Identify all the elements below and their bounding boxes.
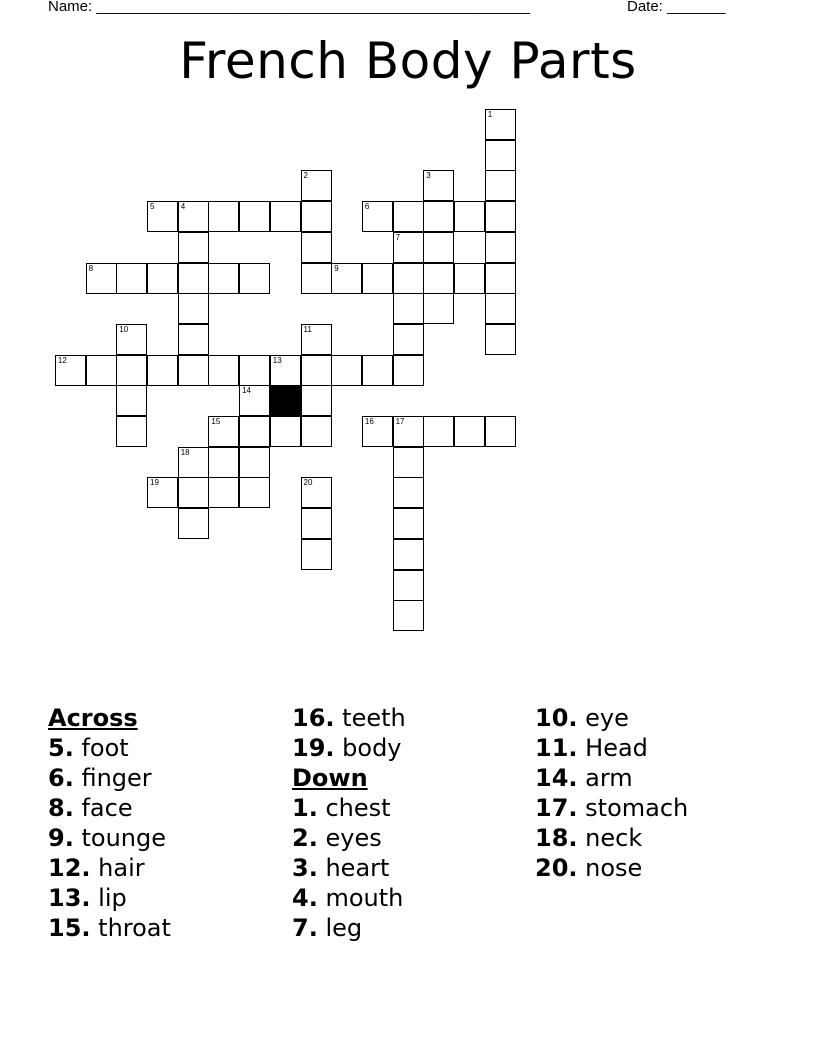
clue-item-number: 1. xyxy=(292,794,318,822)
grid-cell[interactable] xyxy=(147,477,178,508)
clue-number: 16 xyxy=(364,417,374,426)
clue-item-number: 16. xyxy=(292,704,335,732)
clue-item-number: 7. xyxy=(292,914,318,942)
clue-item xyxy=(48,913,171,943)
clue-item-text: nose xyxy=(585,854,643,882)
grid-cell[interactable] xyxy=(270,355,301,386)
clue-number: 17 xyxy=(395,417,405,426)
grid-cell[interactable] xyxy=(147,263,178,294)
grid-cell[interactable] xyxy=(393,324,424,355)
grid-cell[interactable] xyxy=(178,355,209,386)
clue-item-number: 18. xyxy=(535,824,578,852)
grid-cell[interactable] xyxy=(301,263,332,294)
grid-cell[interactable] xyxy=(423,170,454,201)
clue-item-number: 19. xyxy=(292,734,335,762)
clue-number: 13 xyxy=(272,355,282,365)
clues-column-3 xyxy=(535,703,688,883)
grid-cell[interactable] xyxy=(116,385,147,416)
grid-cell[interactable] xyxy=(178,232,209,263)
clues-column-1 xyxy=(48,703,171,943)
clue-number: 10 xyxy=(119,324,129,334)
grid-cell[interactable] xyxy=(301,385,332,416)
clue-item-text: chest xyxy=(325,794,391,822)
clue-number: 20 xyxy=(303,478,313,488)
grid-cell[interactable] xyxy=(301,539,332,570)
clue-item-number: 10. xyxy=(535,704,578,732)
clue-item-number: 5. xyxy=(48,734,74,762)
clue-item-number: 8. xyxy=(48,794,74,822)
grid-cell[interactable] xyxy=(208,416,239,447)
clue-item-text: Head xyxy=(585,734,648,762)
grid-cell[interactable] xyxy=(239,355,270,386)
clue-item xyxy=(535,823,688,853)
clue-number: 2 xyxy=(303,171,308,181)
clue-item xyxy=(292,883,406,913)
grid-cell[interactable] xyxy=(393,293,424,324)
grid-cell[interactable] xyxy=(485,201,516,232)
grid-cell[interactable] xyxy=(393,355,424,386)
grid-cell[interactable] xyxy=(485,324,516,355)
clue-number: 7 xyxy=(395,232,401,242)
grid-cell[interactable] xyxy=(423,416,454,447)
grid-cell[interactable] xyxy=(485,170,516,201)
grid-cell[interactable] xyxy=(393,447,424,478)
grid-cell[interactable] xyxy=(485,140,516,171)
clue-item-text: foot xyxy=(81,734,129,762)
clue-number: 11 xyxy=(303,324,312,334)
down-heading: Down xyxy=(292,764,368,792)
grid-cell[interactable] xyxy=(208,477,239,508)
clue-item-text: leg xyxy=(325,914,363,942)
grid-cell[interactable] xyxy=(393,570,424,601)
grid-cell[interactable] xyxy=(301,477,332,508)
clue-item xyxy=(535,793,688,823)
grid-cell[interactable] xyxy=(301,232,332,263)
clue-item-text: finger xyxy=(81,764,152,792)
grid-cell[interactable] xyxy=(147,201,178,232)
grid-cell[interactable] xyxy=(454,263,485,294)
grid-cell[interactable] xyxy=(208,201,239,232)
grid-cell[interactable] xyxy=(239,477,270,508)
grid-cell[interactable] xyxy=(239,416,270,447)
across-heading: Across xyxy=(48,704,138,732)
clue-item xyxy=(48,733,171,763)
clue-item-text: eye xyxy=(585,704,629,732)
name-field-label: Name: ____________________________________________________ xyxy=(48,0,531,15)
clue-item-text: face xyxy=(81,794,133,822)
grid-cell[interactable] xyxy=(178,508,209,539)
grid-cell[interactable] xyxy=(270,416,301,447)
grid-cell[interactable] xyxy=(239,385,270,416)
clues-column-2 xyxy=(292,703,406,943)
blocked-cell xyxy=(270,385,301,416)
clue-item-number: 20. xyxy=(535,854,578,882)
grid-cell[interactable] xyxy=(301,170,332,201)
clue-item xyxy=(292,733,406,763)
grid-cell[interactable] xyxy=(178,324,209,355)
grid-cell[interactable] xyxy=(331,355,362,386)
grid-cell[interactable] xyxy=(362,355,393,386)
grid-cell[interactable] xyxy=(454,416,485,447)
clue-item xyxy=(535,733,688,763)
grid-cell[interactable] xyxy=(393,263,424,294)
clue-number: 8 xyxy=(88,263,94,273)
grid-cell[interactable] xyxy=(239,263,270,294)
grid-cell[interactable] xyxy=(116,416,147,447)
clue-item xyxy=(535,763,688,793)
clue-item xyxy=(48,763,171,793)
clue-item xyxy=(48,853,171,883)
clue-item xyxy=(48,883,171,913)
clue-item-text: neck xyxy=(585,824,643,852)
clue-item-text: heart xyxy=(325,854,390,882)
grid-cell[interactable] xyxy=(301,324,332,355)
clue-item xyxy=(535,853,688,883)
grid-cell[interactable] xyxy=(362,201,393,232)
clue-number: 3 xyxy=(426,171,431,181)
grid-cell[interactable] xyxy=(239,201,270,232)
clue-item-number: 17. xyxy=(535,794,578,822)
grid-cell[interactable] xyxy=(239,447,270,478)
grid-cell[interactable] xyxy=(208,263,239,294)
clue-number: 4 xyxy=(180,202,186,212)
clue-number: 15 xyxy=(211,417,221,426)
date-field-label: Date: _______ xyxy=(627,0,726,15)
grid-cell[interactable] xyxy=(116,355,147,386)
grid-cell[interactable] xyxy=(178,263,209,294)
clue-item-text: hair xyxy=(98,854,145,882)
clue-item-text: throat xyxy=(98,914,171,942)
clue-item xyxy=(292,853,406,883)
clue-item-number: 4. xyxy=(292,884,318,912)
clue-item-text: body xyxy=(342,734,402,762)
grid-cell[interactable] xyxy=(208,355,239,386)
clue-item-text: eyes xyxy=(325,824,382,852)
clue-item xyxy=(292,703,406,733)
clue-number: 6 xyxy=(364,202,370,212)
grid-cell[interactable] xyxy=(454,201,485,232)
clue-item-text: tounge xyxy=(81,824,166,852)
page-title: French Body Parts xyxy=(179,32,637,90)
grid-cell[interactable] xyxy=(485,232,516,263)
grid-cell[interactable] xyxy=(423,201,454,232)
grid-cell[interactable] xyxy=(178,201,209,232)
grid-cell[interactable] xyxy=(86,263,117,294)
clue-item xyxy=(292,913,406,943)
clue-item-number: 2. xyxy=(292,824,318,852)
grid-cell[interactable] xyxy=(485,109,516,140)
clue-item xyxy=(48,823,171,853)
grid-cell[interactable] xyxy=(86,355,117,386)
clue-item-text: arm xyxy=(585,764,633,792)
grid-cell[interactable] xyxy=(208,447,239,478)
grid-cell[interactable] xyxy=(301,508,332,539)
clue-item-number: 9. xyxy=(48,824,74,852)
grid-cell[interactable] xyxy=(393,600,424,631)
clue-item xyxy=(292,793,406,823)
grid-cell[interactable] xyxy=(485,263,516,294)
clue-item xyxy=(292,823,406,853)
clue-item-text: mouth xyxy=(325,884,404,912)
grid-cell[interactable] xyxy=(301,416,332,447)
grid-cell[interactable] xyxy=(393,539,424,570)
grid-cell[interactable] xyxy=(178,477,209,508)
grid-cell[interactable] xyxy=(116,263,147,294)
clue-number: 12 xyxy=(57,355,67,365)
grid-cell[interactable] xyxy=(393,477,424,508)
grid-cell[interactable] xyxy=(393,416,424,447)
grid-cell[interactable] xyxy=(178,293,209,324)
clue-item xyxy=(535,703,688,733)
grid-cell[interactable] xyxy=(423,263,454,294)
grid-cell[interactable] xyxy=(362,416,393,447)
grid-cell[interactable] xyxy=(331,263,362,294)
grid-cell[interactable] xyxy=(55,355,86,386)
clue-number: 18 xyxy=(180,447,190,457)
clue-item-number: 15. xyxy=(48,914,91,942)
grid-cell[interactable] xyxy=(116,324,147,355)
grid-cell[interactable] xyxy=(485,416,516,447)
clue-number: 9 xyxy=(334,263,339,273)
clue-number: 5 xyxy=(150,202,155,212)
clue-item-number: 12. xyxy=(48,854,91,882)
grid-cell[interactable] xyxy=(393,201,424,232)
clue-item xyxy=(48,793,171,823)
grid-cell[interactable] xyxy=(362,263,393,294)
grid-cell[interactable] xyxy=(423,232,454,263)
grid-cell[interactable] xyxy=(301,355,332,386)
clue-item-text: teeth xyxy=(342,704,406,732)
clue-item-number: 14. xyxy=(535,764,578,792)
clue-number: 14 xyxy=(242,386,251,396)
clue-item-number: 6. xyxy=(48,764,74,792)
clue-item-number: 11. xyxy=(535,734,578,762)
grid-cell[interactable] xyxy=(301,201,332,232)
clue-item-number: 3. xyxy=(292,854,318,882)
grid-cell[interactable] xyxy=(393,508,424,539)
grid-cell[interactable] xyxy=(147,355,178,386)
grid-cell[interactable] xyxy=(270,201,301,232)
clue-item-text: stomach xyxy=(585,794,689,822)
grid-cell[interactable] xyxy=(178,447,209,478)
clue-number: 1 xyxy=(487,110,493,119)
grid-cell[interactable] xyxy=(423,293,454,324)
clue-item-number: 13. xyxy=(48,884,91,912)
grid-cell[interactable] xyxy=(393,232,424,263)
grid-cell[interactable] xyxy=(485,293,516,324)
clue-number: 19 xyxy=(150,478,159,488)
clue-item-text: lip xyxy=(98,884,127,912)
